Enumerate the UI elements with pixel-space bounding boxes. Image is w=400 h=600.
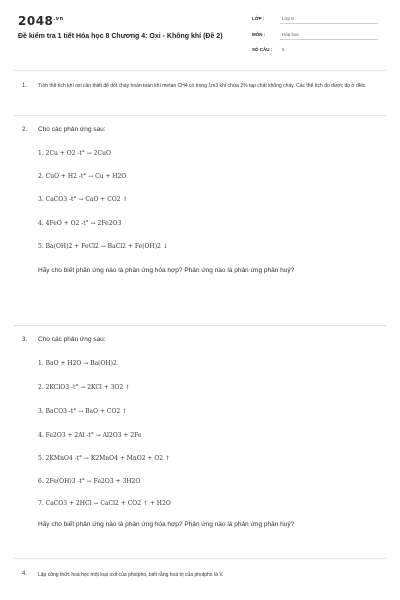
meta-divider (280, 23, 378, 24)
meta-class-label: LỚP : (252, 16, 265, 21)
question-4-number: 4. (22, 571, 28, 577)
header-divider (14, 70, 386, 71)
question-2-reaction: 5. Ba(OH)2 + FeCl2 → BaCl2 + Fe(OH)2 ↓ (38, 243, 168, 250)
question-1-number: 1. (22, 83, 28, 89)
meta-class-value: Lớp 8 (282, 16, 294, 21)
question-1-text: Tính thể tích khí oxi cần thiết để đốt cháy hoàn toàn khí metan CH4 có trong 1m3 khí chứa 2% tạp chất không cháy. Các thể tích đo được đo ở đktc. (38, 83, 367, 89)
question-3-reaction: 4. Fe2O3 + 2Al -t° → Al2O3 + 2Fe (38, 432, 142, 439)
question-3-reaction: 7. CaCO3 + 2HCl → CaCl2 + CO2 ↑ + H2O (38, 500, 171, 507)
question-3-number: 3. (22, 337, 28, 343)
question-3-reaction: 5. 2KMnO4 -t° → K2MnO4 + MnO2 + O2 ↑ (38, 455, 171, 462)
question-3-reaction: 3. BaCO3 -t° → BaO + CO2 ↑ (38, 408, 128, 415)
question-2-reaction: 3. CaCO3 -t° → CaO + CO2 ↑ (38, 196, 128, 203)
question-2-intro: Cho các phản ứng sau: (38, 126, 106, 133)
meta-subject-value: Hóa học (282, 32, 299, 37)
site-logo[interactable] (18, 14, 64, 28)
question-2-number: 2. (22, 127, 28, 133)
question-2-prompt: Hãy cho biết phản ứng nào là phản ứng hóa hợp? Phản ứng nào là phản ứng phân huỷ? (38, 267, 295, 274)
question-divider (14, 115, 386, 116)
question-2-reaction: 4. 4FeO + O2 -t° → 2Fe2O3 (38, 220, 122, 227)
question-3-reaction: 1. BaO + H2O → Ba(OH)2 (38, 360, 117, 367)
meta-divider (280, 39, 378, 40)
meta-subject-label: MÔN : (252, 32, 266, 37)
question-3-reaction: 2. 2KClO3 -t° → 2KCl + 3O2 ↑ (38, 384, 131, 391)
question-3-reaction: 6. 2Fe(OH)3 -t° → Fe2O3 + 3H2O (38, 478, 141, 485)
logo-text: 2048 (18, 14, 54, 28)
meta-count-value: 5 (282, 47, 285, 52)
meta-count-label: SỐ CÂU : (252, 47, 273, 52)
logo-sub: .vn (53, 16, 64, 22)
question-3-prompt: Hãy cho biết phản ứng nào là phản ứng hóa hợp? Phản ứng nào là phản ứng phân huỷ? (38, 521, 295, 528)
question-divider (14, 558, 386, 559)
question-2-reaction: 2. CuO + H2 -t° → Cu + H2O (38, 173, 127, 180)
question-divider (14, 325, 386, 326)
question-4-text: Lập công thức hoá học một loại oxit của photpho, biết rằng hoá trị của photpho là V. (38, 572, 224, 578)
question-2-reaction: 1. 2Cu + O2 -t° → 2CuO (38, 150, 111, 157)
question-3-intro: Cho các phản ứng sau: (38, 336, 106, 343)
page-title: Đề kiểm tra 1 tiết Hóa học 8 Chương 4: Oxi - Không khí (Đề 2) (18, 33, 223, 40)
